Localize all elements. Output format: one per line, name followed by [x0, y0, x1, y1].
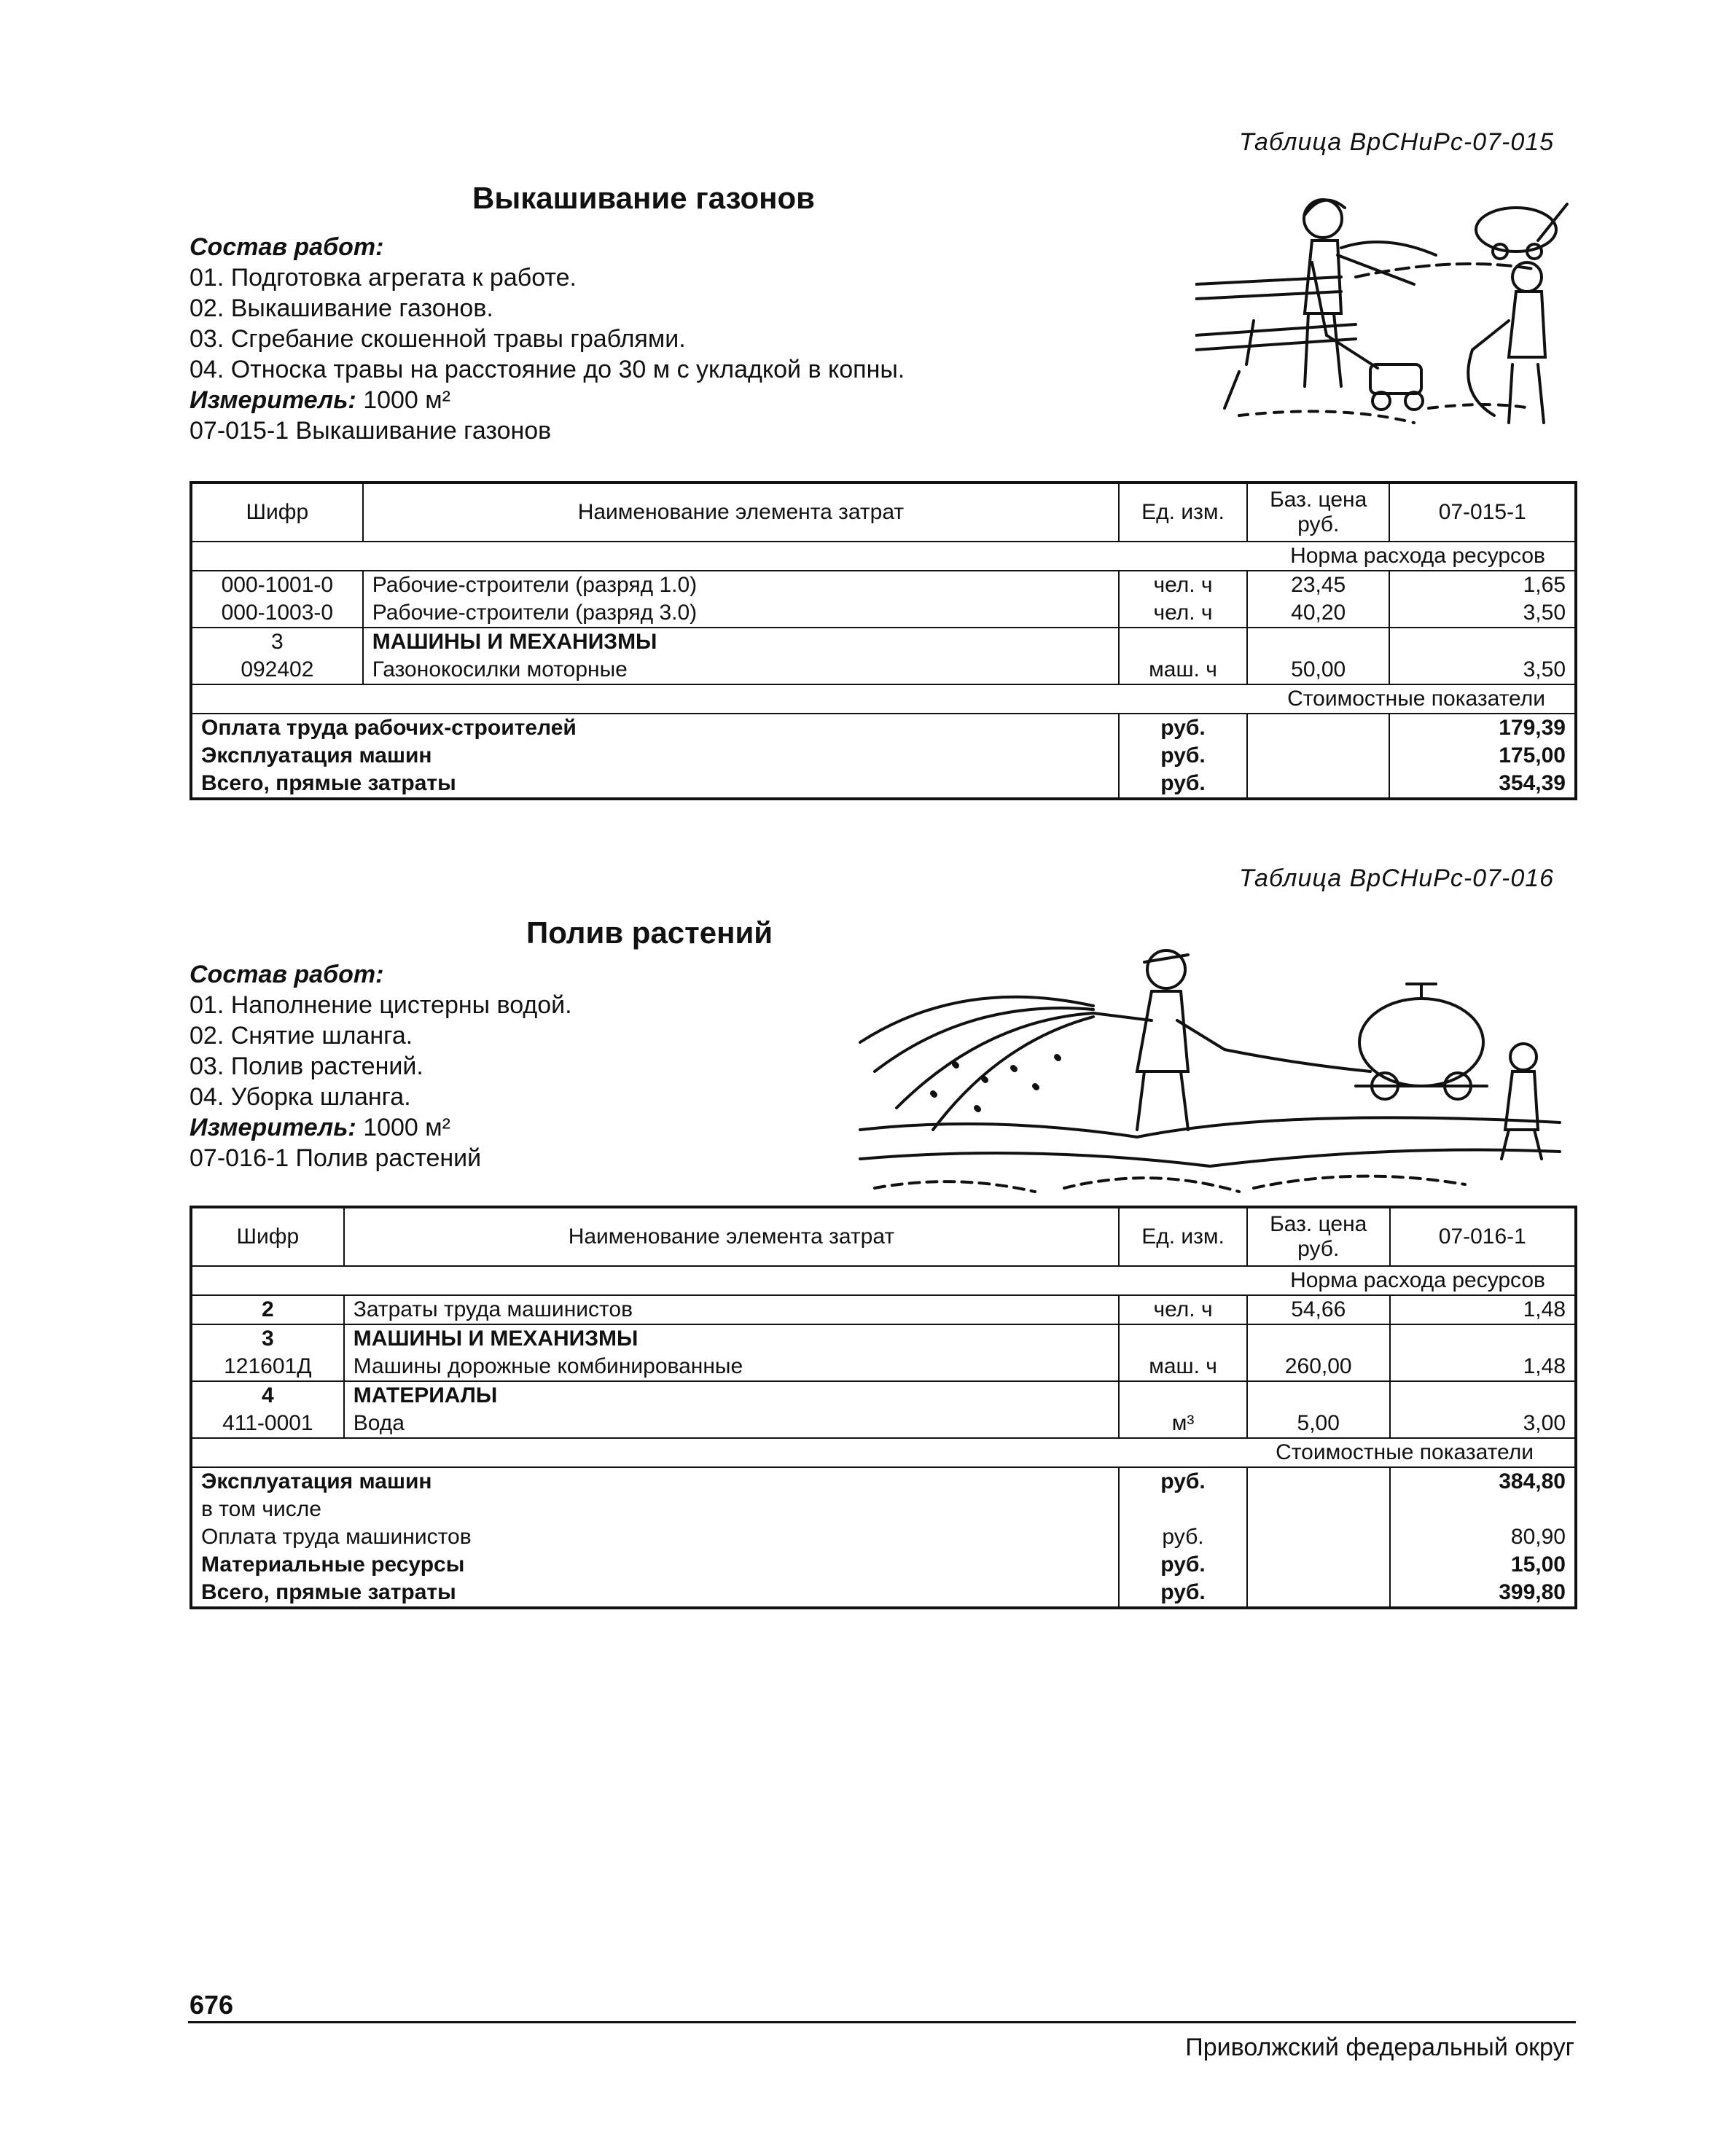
cell-group-name: МАШИНЫ И МЕХАНИЗМЫ [363, 628, 1119, 656]
measure-value: 1000 м² [363, 1114, 450, 1141]
norm-line: 07-016-1 Полив растений [190, 1144, 482, 1172]
step-item: 01. Наполнение цистерны водой. [190, 991, 572, 1019]
col-header-code: Шифр [191, 1207, 344, 1266]
cell-code: 092402 [191, 656, 363, 684]
total-value: 80,90 [1390, 1523, 1576, 1551]
cell-code: 000-1001-0 [191, 571, 363, 599]
cell-norm: 3,50 [1389, 599, 1576, 628]
total-value: 15,00 [1390, 1551, 1576, 1579]
cell-code: 3 [191, 1324, 344, 1353]
cell-unit: чел. ч [1119, 599, 1247, 628]
col-header-unit: Ед. изм. [1119, 1207, 1247, 1266]
col-header-price: Баз. цена руб. [1247, 483, 1390, 542]
footer-divider [188, 2021, 1576, 2023]
total-row [191, 1551, 1576, 1579]
footer-region: Приволжский федеральный округ [1185, 2034, 1574, 2061]
cell-name: Машины дорожные комбинированные [344, 1353, 1119, 1381]
step-item: 04. Уборка шланга. [190, 1083, 411, 1111]
col-header-price: Баз. цена руб. [1247, 1207, 1390, 1266]
measure-line [190, 385, 905, 415]
cell-norm [1390, 1324, 1576, 1353]
table-reference: Таблица ВрСНиРс-07-016 [1239, 864, 1555, 892]
cell-price [1247, 1381, 1390, 1410]
cell-group-name: МАШИНЫ И МЕХАНИЗМЫ [344, 1324, 1119, 1353]
cell-norm: 1,48 [1390, 1295, 1576, 1324]
cell-unit [1119, 628, 1247, 656]
step-item: 04. Относка травы на расстояние до 30 м с укладкой в копны. [190, 356, 905, 383]
step-item: 01. Подготовка агрегата к работе. [190, 264, 577, 292]
total-unit: руб. [1119, 770, 1247, 799]
table-row [191, 571, 1576, 599]
cell-price: 260,00 [1247, 1353, 1390, 1381]
cell-price: 40,20 [1247, 599, 1390, 628]
cell-code: 4 [191, 1381, 344, 1410]
total-value: 399,80 [1390, 1579, 1576, 1608]
cell-unit: чел. ч [1119, 1295, 1247, 1324]
cell-norm [1389, 628, 1576, 656]
cell-unit: чел. ч [1119, 571, 1247, 599]
col-header-name: Наименование элемента затрат [344, 1207, 1119, 1266]
total-unit: руб. [1119, 1579, 1247, 1608]
cell-code: 411-0001 [191, 1410, 344, 1438]
total-row [191, 1467, 1576, 1496]
cell-price: 5,00 [1247, 1410, 1390, 1438]
cell-name: Затраты труда машинистов [344, 1295, 1119, 1324]
total-label: Всего, прямые затраты [191, 1579, 1119, 1608]
table-row [191, 1410, 1576, 1438]
measure-value: 1000 м² [363, 386, 450, 414]
composition-heading: Состав работ: [190, 233, 384, 261]
cell-unit: маш. ч [1119, 1353, 1247, 1381]
total-unit: руб. [1119, 1551, 1247, 1579]
total-value: 384,80 [1390, 1467, 1576, 1496]
band-row [191, 684, 1576, 714]
mowing-illustration [1195, 190, 1574, 430]
cell-unit [1119, 1381, 1247, 1410]
norm-line: 07-015-1 Выкашивание газонов [190, 417, 552, 445]
work-composition [190, 232, 905, 446]
cell-norm: 3,50 [1389, 656, 1576, 684]
cell-price: 50,00 [1247, 656, 1390, 684]
total-label: Эксплуатация машин [191, 1467, 1119, 1496]
total-row [191, 1523, 1576, 1551]
band-row [191, 542, 1576, 571]
section-title: Выкашивание газонов [472, 181, 815, 215]
total-value: 175,00 [1389, 742, 1576, 770]
band-row [191, 1438, 1576, 1467]
total-label: в том числе [191, 1496, 1119, 1523]
cell-norm: 1,65 [1389, 571, 1576, 599]
total-value: 179,39 [1389, 714, 1576, 742]
step-item: 02. Снятие шланга. [190, 1022, 413, 1050]
total-unit: руб. [1119, 714, 1247, 742]
band-cost-indicators: Стоимостные показатели [191, 684, 1576, 714]
col-header-norm: 07-015-1 [1389, 483, 1576, 542]
work-composition [190, 959, 572, 1173]
total-row [191, 1496, 1576, 1523]
cell-group-name: МАТЕРИАЛЫ [344, 1381, 1119, 1410]
table-row [191, 1295, 1576, 1324]
cell-name: Рабочие-строители (разряд 3.0) [363, 599, 1119, 628]
band-resource-norms: Норма расхода ресурсов [191, 1266, 1576, 1295]
norms-table-07-015 [190, 481, 1577, 800]
cell-name: Рабочие-строители (разряд 1.0) [363, 571, 1119, 599]
total-row [191, 770, 1576, 799]
cell-code: 000-1003-0 [191, 599, 363, 628]
cell-code: 2 [191, 1295, 344, 1324]
cell-unit: м³ [1119, 1410, 1247, 1438]
total-row [191, 1579, 1576, 1608]
cell-code: 3 [191, 628, 363, 656]
table-row [191, 1324, 1576, 1353]
table-row [191, 599, 1576, 628]
total-value: 354,39 [1389, 770, 1576, 799]
col-header-norm: 07-016-1 [1390, 1207, 1576, 1266]
table-row [191, 656, 1576, 684]
table-row [191, 1381, 1576, 1410]
cell-name: Газонокосилки моторные [363, 656, 1119, 684]
total-unit [1119, 1496, 1247, 1523]
cell-unit: маш. ч [1119, 656, 1247, 684]
col-header-name: Наименование элемента затрат [363, 483, 1119, 542]
cell-price [1247, 1324, 1390, 1353]
watering-illustration [846, 940, 1574, 1203]
total-label: Всего, прямые затраты [191, 770, 1119, 799]
step-item: 03. Полив растений. [190, 1052, 423, 1080]
cell-norm: 1,48 [1390, 1353, 1576, 1381]
step-item: 03. Сгребание скошенной травы граблями. [190, 325, 686, 353]
band-resource-norms: Норма расхода ресурсов [191, 542, 1576, 571]
cell-norm: 3,00 [1390, 1410, 1576, 1438]
total-row [191, 742, 1576, 770]
table-row [191, 628, 1576, 656]
band-row [191, 1266, 1576, 1295]
cell-price: 23,45 [1247, 571, 1390, 599]
section-title: Полив растений [526, 915, 773, 950]
total-label: Оплата труда машинистов [191, 1523, 1119, 1551]
total-value [1390, 1496, 1576, 1523]
table-header-row [191, 1207, 1576, 1266]
composition-heading: Состав работ: [190, 961, 384, 988]
total-unit: руб. [1119, 742, 1247, 770]
table-reference: Таблица ВрСНиРс-07-015 [1239, 128, 1555, 156]
total-row [191, 714, 1576, 742]
table-header-row [191, 483, 1576, 542]
total-label: Эксплуатация машин [191, 742, 1119, 770]
total-label: Оплата труда рабочих-строителей [191, 714, 1119, 742]
cell-price [1247, 628, 1390, 656]
cell-code: 121601Д [191, 1353, 344, 1381]
measure-line [190, 1112, 572, 1143]
cell-unit [1119, 1324, 1247, 1353]
cell-norm [1390, 1381, 1576, 1410]
total-label: Материальные ресурсы [191, 1551, 1119, 1579]
cell-price: 54,66 [1247, 1295, 1390, 1324]
col-header-unit: Ед. изм. [1119, 483, 1247, 542]
measure-label: Измеритель: [190, 1114, 356, 1141]
page-number: 676 [190, 1990, 234, 2020]
cell-name: Вода [344, 1410, 1119, 1438]
total-unit: руб. [1119, 1467, 1247, 1496]
total-unit: руб. [1119, 1523, 1247, 1551]
col-header-code: Шифр [191, 483, 363, 542]
norms-table-07-016 [190, 1206, 1577, 1609]
table-row [191, 1353, 1576, 1381]
band-cost-indicators: Стоимостные показатели [191, 1438, 1576, 1467]
step-item: 02. Выкашивание газонов. [190, 294, 493, 322]
measure-label: Измеритель: [190, 386, 356, 414]
